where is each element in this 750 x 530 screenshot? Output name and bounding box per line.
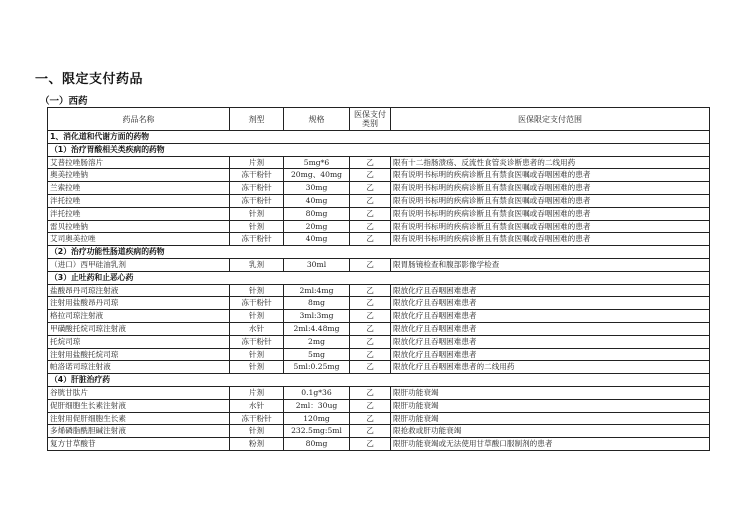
table-row <box>48 220 710 233</box>
dosage-form-cell: 针剂 <box>230 425 284 438</box>
payment-scope-cell: 限有说明书标明的疾病诊断且有禁食医嘱或吞咽困难的患者 <box>391 220 710 233</box>
drug-name-cell: 兰索拉唑 <box>48 182 230 195</box>
drug-name-cell: 注射用促肝细胞生长素 <box>48 412 230 425</box>
payment-class-cell: 乙 <box>350 412 391 425</box>
dosage-form-cell: 冻干粉针 <box>230 182 284 195</box>
drug-name-cell: 托烷司琼 <box>48 335 230 348</box>
section-label: 1、消化道和代谢方面的药物 <box>48 131 710 144</box>
drug-name-cell: 多烯磷脂酰胆碱注射液 <box>48 425 230 438</box>
specification-cell: 2ml:4mg <box>284 284 350 297</box>
header-drug-name: 药品名称 <box>48 108 230 131</box>
payment-scope-cell: 限有说明书标明的疾病诊断且有禁食医嘱或吞咽困难的患者 <box>391 182 710 195</box>
payment-class-cell: 乙 <box>350 425 391 438</box>
dosage-form-cell: 片剂 <box>230 156 284 169</box>
table-row <box>48 335 710 348</box>
dosage-form-cell: 水针 <box>230 399 284 412</box>
dosage-form-cell: 冻干粉针 <box>230 169 284 182</box>
document-heading: 一、限定支付药品 <box>35 72 144 87</box>
payment-class-cell: 乙 <box>350 386 391 399</box>
specification-cell: 0.1g*36 <box>284 386 350 399</box>
table-row <box>48 233 710 246</box>
section-header-row <box>48 131 710 144</box>
payment-scope-cell: 限有说明书标明的疾病诊断且有禁食医嘱或吞咽困难的患者 <box>391 194 710 207</box>
table-row <box>48 399 710 412</box>
payment-class-cell: 乙 <box>350 182 391 195</box>
drug-name-cell: 帕洛诺司琼注射液 <box>48 361 230 374</box>
drug-name-cell: 艾司奥美拉唑 <box>48 233 230 246</box>
header-payment-class <box>350 108 391 131</box>
dosage-form-cell: 水针 <box>230 322 284 335</box>
drug-name-cell: 艾普拉唑肠溶片 <box>48 156 230 169</box>
payment-scope-cell: 限肝功能衰竭或无法使用甘草酸口服制剂的患者 <box>391 438 710 451</box>
subsection-label: （3）止吐药和止恶心药 <box>48 271 710 284</box>
payment-class-cell: 乙 <box>350 361 391 374</box>
payment-class-cell: 乙 <box>350 284 391 297</box>
payment-scope-cell: 限放化疗且吞咽困难患者 <box>391 310 710 323</box>
specification-cell: 40mg <box>284 194 350 207</box>
specification-cell: 2ml：30ug <box>284 399 350 412</box>
header-payment-class-line2: 类别 <box>362 119 378 128</box>
table-row <box>48 169 710 182</box>
payment-class-cell: 乙 <box>350 194 391 207</box>
drug-name-cell: 促肝细胞生长素注射液 <box>48 399 230 412</box>
dosage-form-cell: 针剂 <box>230 284 284 297</box>
subsection-header-row <box>48 246 710 259</box>
payment-scope-cell: 限放化疗且吞咽困难患者的二线用药 <box>391 361 710 374</box>
dosage-form-cell: 片剂 <box>230 386 284 399</box>
dosage-form-cell: 针剂 <box>230 348 284 361</box>
subsection-header-row <box>48 143 710 156</box>
header-dosage-form: 剂型 <box>230 108 284 131</box>
payment-class-cell: 乙 <box>350 297 391 310</box>
payment-scope-cell: 限有说明书标明的疾病诊断且有禁食医嘱或吞咽困难的患者 <box>391 169 710 182</box>
table-row <box>48 194 710 207</box>
table-row <box>48 156 710 169</box>
payment-scope-cell: 限有说明书标明的疾病诊断且有禁食医嘱或吞咽困难的患者 <box>391 233 710 246</box>
payment-class-cell: 乙 <box>350 335 391 348</box>
payment-scope-cell: 限肝功能衰竭 <box>391 412 710 425</box>
payment-scope-cell: 限抢救或肝功能衰竭 <box>391 425 710 438</box>
payment-scope-cell: 限放化疗且吞咽困难患者 <box>391 335 710 348</box>
payment-scope-cell: 限有说明书标明的疾病诊断且有禁食医嘱或吞咽困难的患者 <box>391 207 710 220</box>
drug-name-cell: 注射用盐酸托烷司琼 <box>48 348 230 361</box>
specification-cell: 30ml <box>284 258 350 271</box>
payment-class-cell: 乙 <box>350 322 391 335</box>
drug-name-cell: 泮托拉唑 <box>48 194 230 207</box>
table-row <box>48 297 710 310</box>
payment-scope-cell: 限肝功能衰竭 <box>391 399 710 412</box>
payment-class-cell: 乙 <box>350 169 391 182</box>
subsection-header-row <box>48 374 710 387</box>
drug-name-cell: 格拉司琼注射液 <box>48 310 230 323</box>
payment-scope-cell: 限放化疗且吞咽困难患者 <box>391 348 710 361</box>
dosage-form-cell: 针剂 <box>230 220 284 233</box>
table-row <box>48 412 710 425</box>
subsection-label: （1）治疗胃酸相关类疾病的药物 <box>48 143 710 156</box>
document-subheading: （一）西药 <box>40 96 88 107</box>
header-payment-scope: 医保限定支付范围 <box>391 108 710 131</box>
table-body <box>48 131 710 451</box>
specification-cell: 30mg <box>284 182 350 195</box>
dosage-form-cell: 针剂 <box>230 207 284 220</box>
dosage-form-cell: 粉剂 <box>230 438 284 451</box>
payment-class-cell: 乙 <box>350 233 391 246</box>
subsection-label: （4）肝脏治疗药 <box>48 374 710 387</box>
drug-name-cell: 奥美拉唑钠 <box>48 169 230 182</box>
subsection-label: （2）治疗功能性肠道疾病的药物 <box>48 246 710 259</box>
payment-class-cell: 乙 <box>350 258 391 271</box>
specification-cell: 80mg <box>284 207 350 220</box>
payment-class-cell: 乙 <box>350 310 391 323</box>
dosage-form-cell: 冻干粉针 <box>230 412 284 425</box>
table-row <box>48 386 710 399</box>
drug-table <box>47 107 710 451</box>
drug-name-cell: 注射用盐酸昂丹司琼 <box>48 297 230 310</box>
table-header-row <box>48 108 710 131</box>
payment-scope-cell: 限放化疗且吞咽困难患者 <box>391 284 710 297</box>
dosage-form-cell: 冻干粉针 <box>230 335 284 348</box>
specification-cell: 8mg <box>284 297 350 310</box>
specification-cell: 5mg <box>284 348 350 361</box>
drug-name-cell: 雷贝拉唑钠 <box>48 220 230 233</box>
drug-name-cell: 盐酸昂丹司琼注射液 <box>48 284 230 297</box>
dosage-form-cell: 冻干粉针 <box>230 233 284 246</box>
specification-cell: 20mg、40mg <box>284 169 350 182</box>
payment-scope-cell: 限胃肠镜检查和腹部影像学检查 <box>391 258 710 271</box>
table-row <box>48 284 710 297</box>
payment-scope-cell: 限放化疗且吞咽困难患者 <box>391 297 710 310</box>
payment-class-cell: 乙 <box>350 156 391 169</box>
dosage-form-cell: 针剂 <box>230 361 284 374</box>
specification-cell: 120mg <box>284 412 350 425</box>
table-row <box>48 182 710 195</box>
payment-class-cell: 乙 <box>350 399 391 412</box>
dosage-form-cell: 冻干粉针 <box>230 194 284 207</box>
dosage-form-cell: 针剂 <box>230 310 284 323</box>
specification-cell: 80mg <box>284 438 350 451</box>
subsection-header-row <box>48 271 710 284</box>
dosage-form-cell: 冻干粉针 <box>230 297 284 310</box>
table-row <box>48 348 710 361</box>
payment-class-cell: 乙 <box>350 438 391 451</box>
specification-cell: 2ml:4.48mg <box>284 322 350 335</box>
table-row <box>48 310 710 323</box>
specification-cell: 232.5mg:5ml <box>284 425 350 438</box>
drug-name-cell: 甲磺酸托烷司琼注射液 <box>48 322 230 335</box>
drug-name-cell: （进口）西甲硅油乳剂 <box>48 258 230 271</box>
drug-name-cell: 谷胱甘肽片 <box>48 386 230 399</box>
payment-scope-cell: 限有十二指肠溃疡、反流性食管炎诊断患者的二线用药 <box>391 156 710 169</box>
table-row <box>48 425 710 438</box>
table-row <box>48 438 710 451</box>
specification-cell: 2mg <box>284 335 350 348</box>
payment-class-cell: 乙 <box>350 207 391 220</box>
table-row <box>48 207 710 220</box>
payment-scope-cell: 限肝功能衰竭 <box>391 386 710 399</box>
table-row <box>48 361 710 374</box>
dosage-form-cell: 乳剂 <box>230 258 284 271</box>
specification-cell: 40mg <box>284 233 350 246</box>
specification-cell: 5mg*6 <box>284 156 350 169</box>
payment-scope-cell: 限放化疗且吞咽困难患者 <box>391 322 710 335</box>
specification-cell: 20mg <box>284 220 350 233</box>
drug-name-cell: 泮托拉唑 <box>48 207 230 220</box>
table-row <box>48 322 710 335</box>
table-row <box>48 258 710 271</box>
header-payment-class-line1: 医保支付 <box>354 110 386 119</box>
header-specification: 规格 <box>284 108 350 131</box>
payment-class-cell: 乙 <box>350 348 391 361</box>
specification-cell: 5ml:0.25mg <box>284 361 350 374</box>
payment-class-cell: 乙 <box>350 220 391 233</box>
specification-cell: 3ml:3mg <box>284 310 350 323</box>
drug-name-cell: 复方甘草酸苷 <box>48 438 230 451</box>
